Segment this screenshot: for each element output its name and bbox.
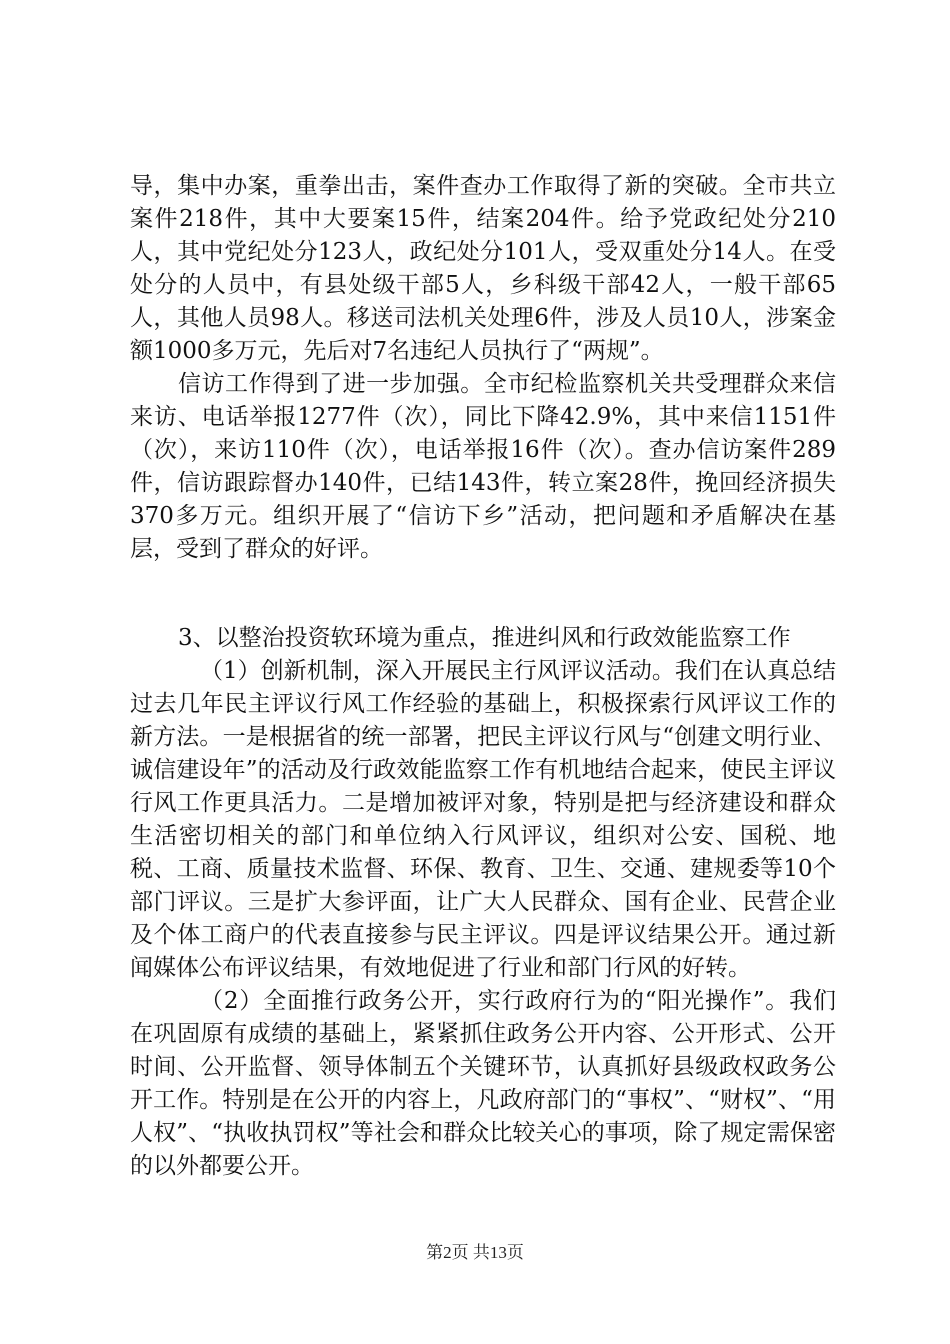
paragraph-case-handling: 导，集中办案，重拳出击，案件查办工作取得了新的突破。全市共立案件218件，其中大要案15件，结案204件。给予党政纪处分210人，其中党纪处分123人，政纪处分101人，受双重处分14人。在受处分的人员中，有县处级干部5人，乡科级干部42人，一般干部65人，其他人员98人。移送司法机关处理6件，涉及人员10人，涉案金额1000多万元，先后对7名违纪人员执行了“两规”。 (130, 173, 836, 364)
page-footer: 第2页 共13页 (426, 1243, 524, 1262)
subsection-1-paragraph: （1）创新机制，深入开展民主行风评议活动。我们在认真总结过去几年民主评议行风工作经验的基础上，积极探索行风评议工作的新方法。一是根据省的统一部署，把民主评议行风与“创建文明行业、诚信建设年”的活动及行政效能监察工作有机地结合起来，使民主评议行风工作更具活力。二是增加被评对象，特别是把与经济建设和群众生活密切相关的部门和单位纳入行风评议，组织对公安、国税、地税、工商、质量技术监督、环保、教育、卫生、交通、建规委等10个部门评议。三是扩大参评面，让广大人民群众、国有企业、民营企业及个体工商户的代表直接参与民主评议。四是评议结果公开。通过新闻媒体公布评议结果，有效地促进了行业和部门行风的好转。 (130, 658, 836, 981)
document-body (130, 170, 836, 1183)
section-heading: 3、以整治投资软环境为重点，推进纠风和行政效能监察工作 (178, 625, 791, 651)
paragraph-petitions: 信访工作得到了进一步加强。全市纪检监察机关共受理群众来信来访、电话举报1277件（次），同比下降42.9%，其中来信1151件（次），来访110件（次），电话举报16件（次）。查办信访案件289件，信访跟踪督办140件，已结143件，转立案28件，挽回经济损失370多万元。组织开展了“信访下乡”活动，把问题和矛盾解决在基层，受到了群众的好评。 (130, 371, 836, 562)
subsection-2-paragraph: （2）全面推行政务公开，实行政府行为的“阳光操作”。我们在巩固原有成绩的基础上，紧紧抓住政务公开内容、公开形式、公开时间、公开监督、领导体制五个关键环节，认真抓好县级政权政务公开工作。特别是在公开的内容上，凡政府部门的“事权”、“财权”、“用人权”、“执收执罚权”等社会和群众比较关心的事项，除了规定需保密的以外都要公开。 (130, 988, 836, 1179)
